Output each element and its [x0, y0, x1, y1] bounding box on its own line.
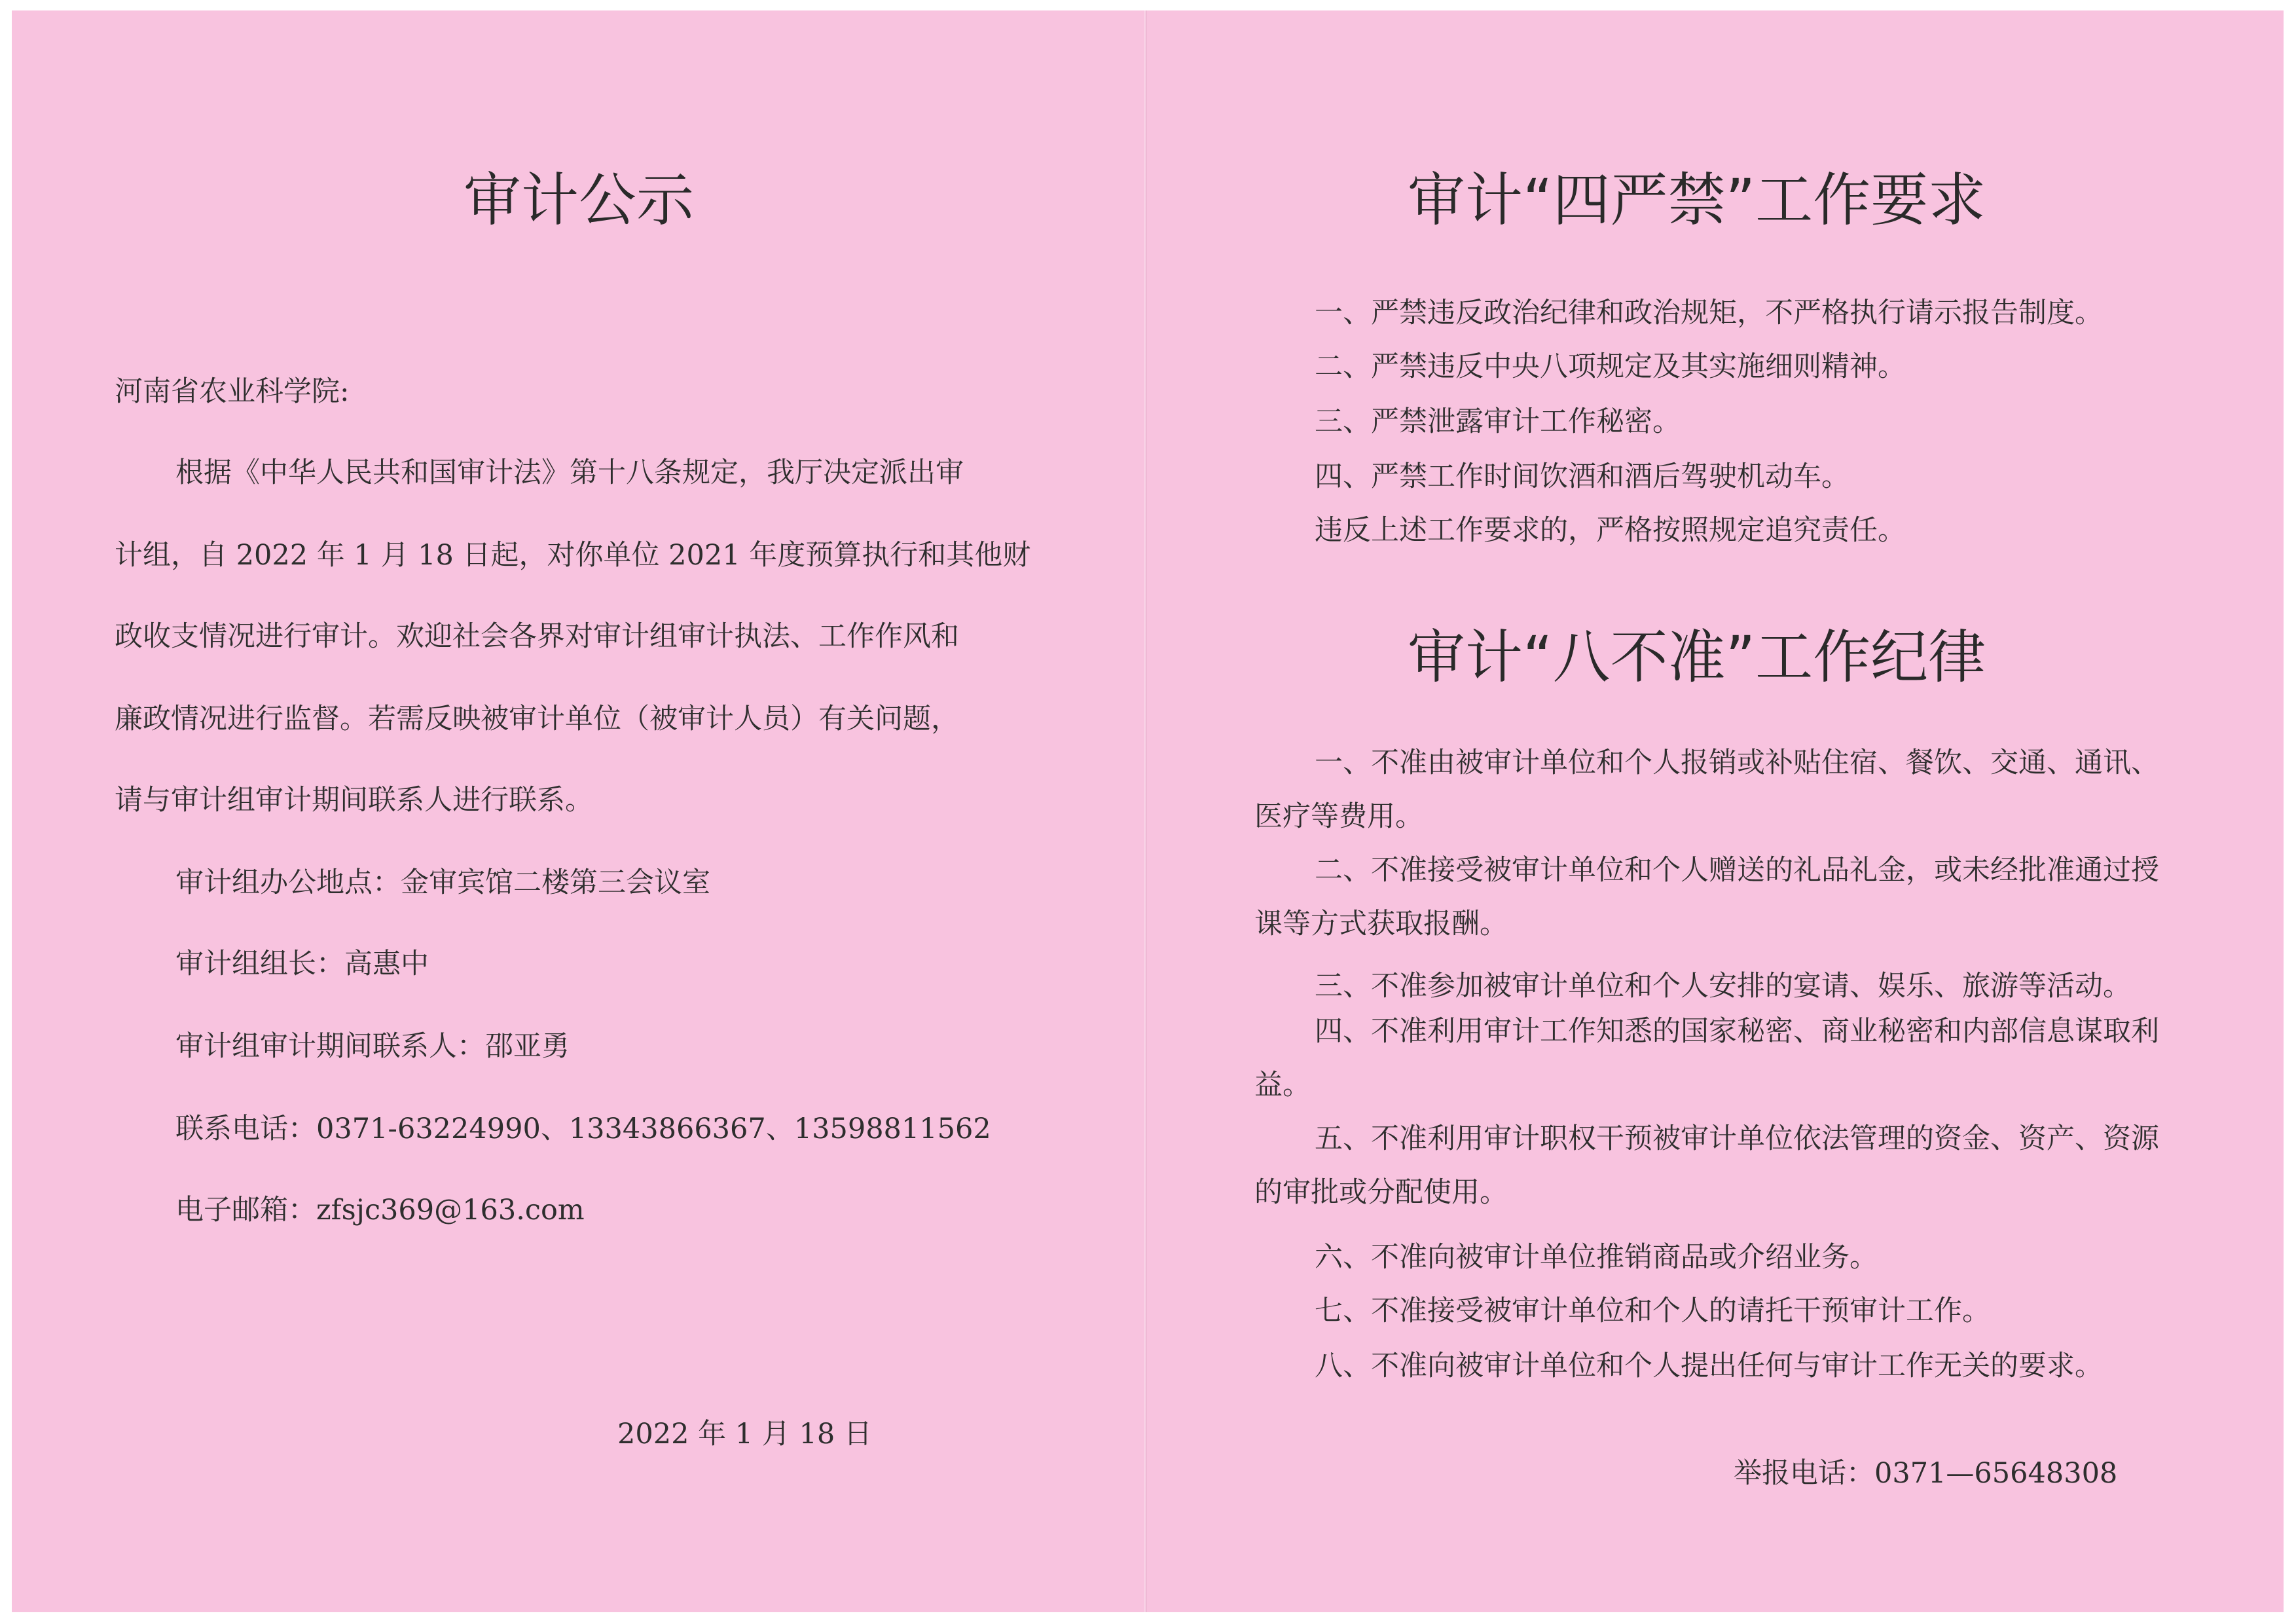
body-line: 计组，自 2022 年 1 月 18 日起，对你单位 2021 年度预算执行和其他财 — [115, 539, 1031, 572]
discipline-item: 二、不准接受被审计单位和个人赠送的礼品礼金，或未经批准通过授课等方式获取报酬。 — [1254, 854, 2159, 940]
body-line: 根据《中华人民共和国审计法》第十八条规定，我厅决定派出审 — [175, 456, 964, 489]
addressee: 河南省农业科学院: — [115, 375, 350, 408]
audit-notice-title: 审计公示 — [464, 166, 695, 234]
prohibition-item: 二、严禁违反中央八项规定及其实施细则精神。 — [1315, 350, 1906, 383]
body-line: 请与审计组审计期间联系人进行联系。 — [115, 784, 593, 817]
four-prohibitions-title: 审计“四严禁”工作要求 — [1408, 166, 1986, 234]
discipline-item: 八、不准向被审计单位和个人提出任何与审计工作无关的要求。 — [1315, 1350, 2103, 1382]
discipline-item: 六、不准向被审计单位推销商品或介绍业务。 — [1315, 1241, 1878, 1274]
contact-phone: 联系电话：0371-63224990、13343866367、13598811562 — [175, 1113, 991, 1145]
body-line: 廉政情况进行监督。若需反映被审计单位（被审计人员）有关问题， — [115, 703, 959, 735]
prohibition-item: 三、严禁泄露审计工作秘密。 — [1315, 405, 1681, 438]
discipline-item: 一、不准由被审计单位和个人报销或补贴住宿、餐饮、交通、通讯、医疗等费用。 — [1254, 747, 2159, 833]
discipline-item: 七、不准接受被审计单位和个人的请托干预审计工作。 — [1315, 1295, 1990, 1327]
discipline-item: 三、不准参加被审计单位和个人安排的宴请、娱乐、旅游等活动。 — [1315, 970, 2131, 1003]
prohibition-note: 违反上述工作要求的，严格按照规定追究责任。 — [1315, 514, 1906, 547]
report-hotline: 举报电话：0371—65648308 — [1734, 1457, 2118, 1490]
eight-disciplines-title: 审计“八不准”工作纪律 — [1408, 623, 1986, 691]
discipline-item: 五、不准利用审计职权干预被审计单位依法管理的资金、资产、资源的审批或分配使用。 — [1254, 1122, 2159, 1209]
document-sheet — [12, 10, 2284, 1612]
contact-email: 电子邮箱：zfsjc369@163.com — [175, 1194, 585, 1227]
office-location: 审计组办公地点：金审宾馆二楼第三会议室 — [175, 866, 710, 899]
center-fold — [1144, 10, 1147, 1612]
prohibition-item: 一、严禁违反政治纪律和政治规矩，不严格执行请示报告制度。 — [1315, 297, 2103, 329]
contact-person: 审计组审计期间联系人：邵亚勇 — [175, 1030, 570, 1063]
body-line: 政收支情况进行审计。欢迎社会各界对审计组审计执法、工作作风和 — [115, 620, 959, 653]
discipline-item: 四、不准利用审计工作知悉的国家秘密、商业秘密和内部信息谋取利益。 — [1254, 1015, 2159, 1101]
notice-date: 2022 年 1 月 18 日 — [617, 1418, 872, 1450]
prohibition-item: 四、严禁工作时间饮酒和酒后驾驶机动车。 — [1315, 460, 1850, 493]
team-leader: 审计组组长：高惠中 — [175, 948, 429, 980]
